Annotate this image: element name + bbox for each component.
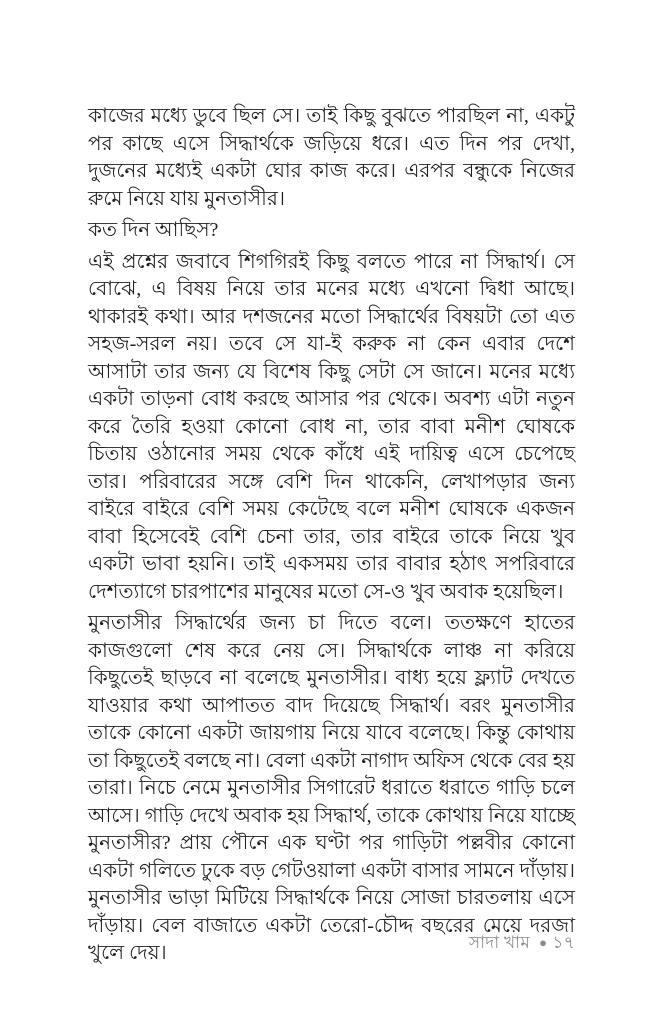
footer-book-title: সাদা খাম [468,933,531,952]
page-footer [88,930,575,958]
body-paragraph-2-dialogue: কত দিন আছিস? [88,219,219,241]
body-paragraph-1: কাজের মধ্যে ডুবে ছিল সে। তাই কিছু বুঝতে পারছিল না, একটু পর কাছে এসে সিদ্ধার্থকে জড়িয়ে ধরে। এত দিন পর দেখা, দুজনের মধ্যেই একটা ঘোর কাজ করে। এরপর বন্ধুকে নিজের রুমে নিয়ে যায় মুনতাসীর। [88,105,575,210]
footer-bullet-icon: ● [539,935,548,950]
body-paragraph-4: মুনতাসীর সিদ্ধার্থের জন্য চা দিতে বলে। ততক্ষণে হাতের কাজগুলো শেষ করে নেয় সে। সিদ্ধার্থকে লাঞ্চ না করিয়ে কিছুতেই ছাড়বে না বলেছে মুনতাসীর। বাধ্য হয়ে ফ্ল্যাট দেখতে যাওয়ার কথা আপাতত বাদ দিয়েছে সিদ্ধার্থ। বরং মুনতাসীর তাকে কোনো একটা জায়গায় নিয়ে যাবে বলেছে। কিন্তু কোথায় তা কিছুতেই বলছে না। বেলা একটা নাগাদ অফিস থেকে বের হয় তারা। নিচে নেমে মুনতাসীর সিগারেট ধরাতে ধরাতে গাড়ি চলে আসে। গাড়ি দেখে অবাক হয় সিদ্ধার্থ, তাকে কোথায় নিয়ে যাচ্ছে মুনতাসীর? প্রায় পৌনে এক ঘণ্টা পর গাড়িটা পল্লবীর কোনো একটা গলিতে ঢুকে বড় গেটওয়ালা একটা বাসার সামনে দাঁড়ায়। মুনতাসীর ভাড়া মিটিয়ে সিদ্ধার্থকে নিয়ে সোজা চারতলায় এসে দাঁড়ায়। বেল বাজাতে একটা তেরো-চৌদ্দ বছরের মেয়ে দরজা খুলে দেয়। [88,612,575,964]
footer-page-number: ১৭ [552,933,575,952]
body-paragraph-3: এই প্রশ্নের জবাবে শিগগিরই কিছু বলতে পারে না সিদ্ধার্থ। সে বোঝে, এ বিষয় নিয়ে তার মনের মধ্যে এখনো দ্বিধা আছে। থাকারই কথা। আর দশজনের মতো সিদ্ধার্থের বিষয়টা তো এত সহজ-সরল নয়। তবে সে যা-ই করুক না কেন এবার দেশে আসাটা তার জন্য যে বিশেষ কিছু সেটা সে জানে। মনের মধ্যে একটা তাড়না বোধ করছে আসার পর থেকে। অবশ্য এটা নতুন করে তৈরি হওয়া কোনো বোধ না, তার বাবা মনীশ ঘোষকে চিতায় ওঠানোর সময় থেকে কাঁধে এই দায়িত্ব এসে চেপেছে তার। পরিবারের সঙ্গে বেশি দিন থাকেনি, লেখাপড়ার জন্য বাইরে বাইরে বেশি সময় কেটেছে বলে মনীশ ঘোষকে একজন বাবা হিসেবেই বেশি চেনা তার, তার বাইরে তাকে নিয়ে খুব একটা ভাবা হয়নি। তাই একসময় তার বাবার হঠাৎ সপরিবারে দেশত্যাগে চারপাশের মানুষের মতো সে-ও খুব অবাক হয়েছিল। [88,250,575,603]
page-body-text [88,103,575,972]
